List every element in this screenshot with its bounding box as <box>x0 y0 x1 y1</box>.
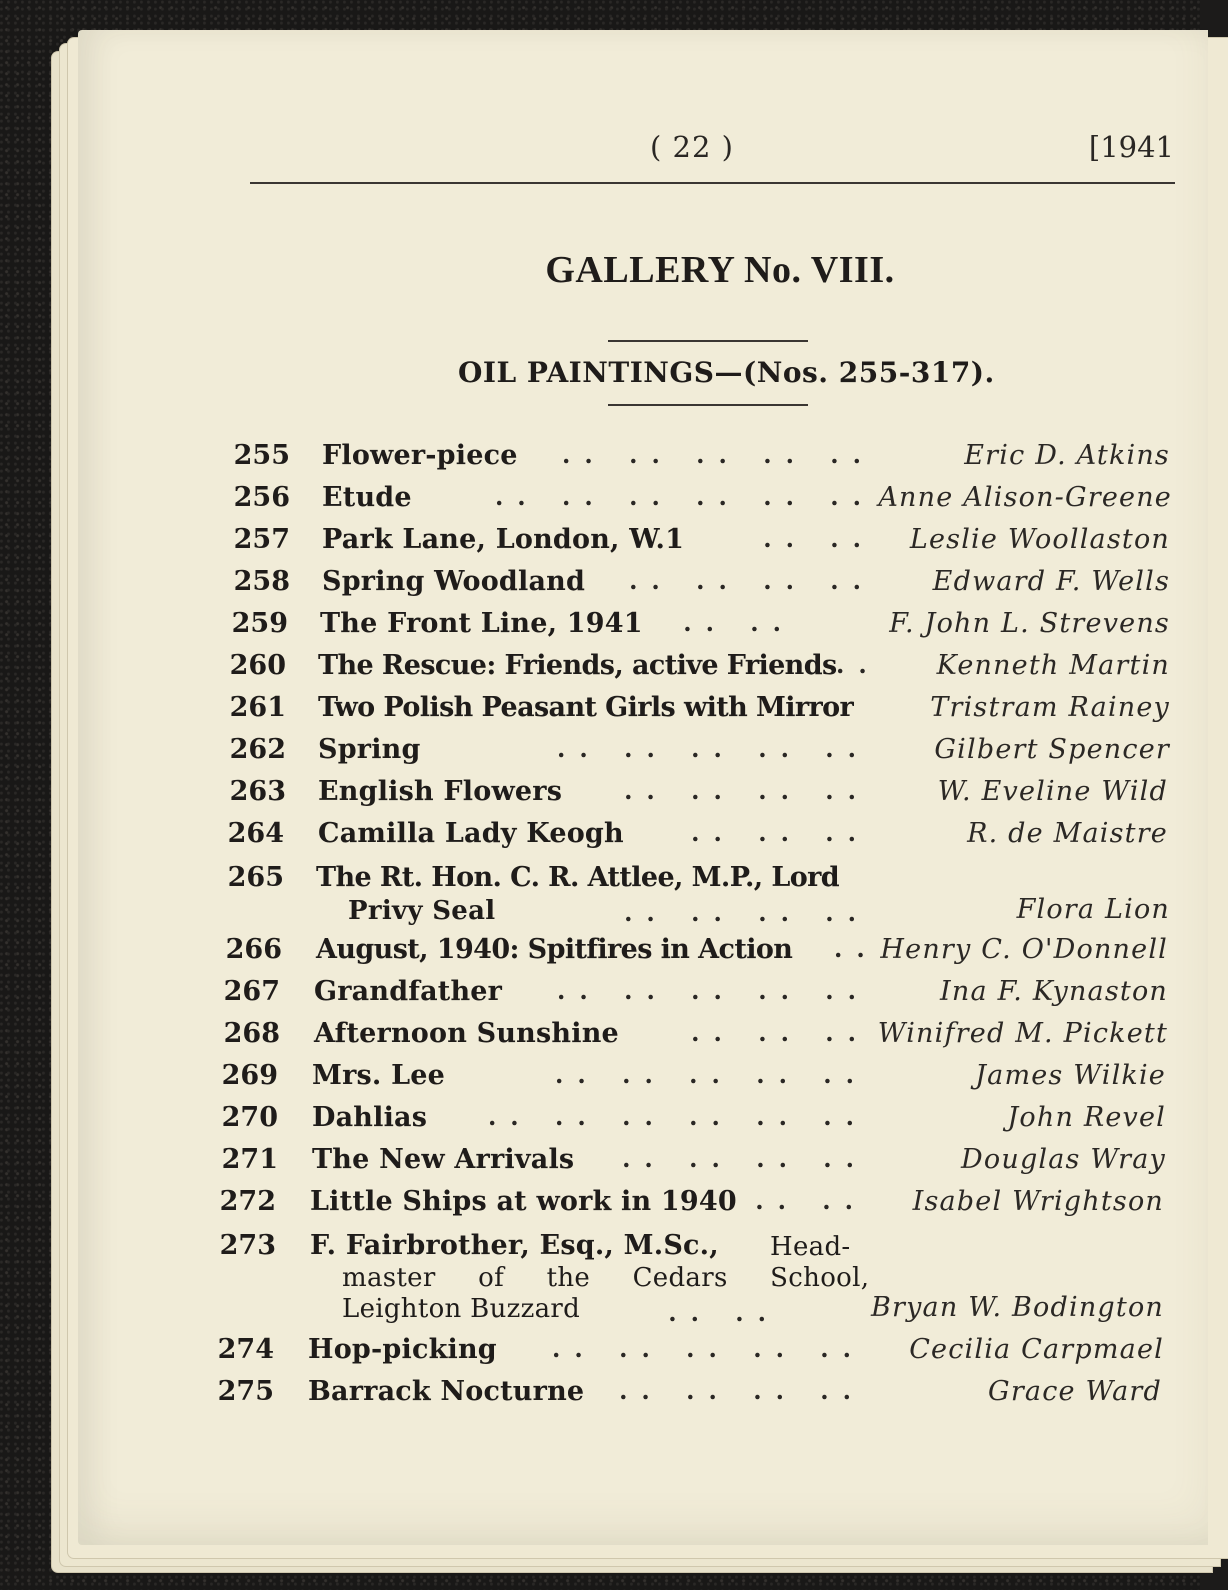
dot-leader: .. .. .. .. .. <box>557 976 870 1005</box>
entry-title: Dahlias <box>312 1102 428 1133</box>
gallery-title: GALLERY No. VIII. <box>545 249 895 291</box>
entry-number: 256 <box>233 482 290 513</box>
entry-number: 262 <box>229 734 286 765</box>
entry-artist: Ina F. Kynaston <box>940 976 1168 1007</box>
dot-leader: .. .. .. .. <box>619 1376 865 1405</box>
entry-number: 275 <box>217 1376 274 1407</box>
entry-artist: Winifred M. Pickett <box>877 1018 1168 1049</box>
dot-leader: .. .. .. .. <box>624 898 870 927</box>
entry-number: 272 <box>219 1186 276 1217</box>
entry-artist: Edward F. Wells <box>932 566 1170 597</box>
dot-leader: .. .. .. .. .. <box>555 1060 868 1089</box>
dot-leader: .. .. .. .. .. <box>562 440 875 469</box>
entry-title: The New Arrivals <box>312 1144 575 1175</box>
list-item <box>0 1230 1200 1330</box>
list-item <box>0 524 1200 566</box>
entry-number: 258 <box>233 566 290 597</box>
list-item <box>0 440 1200 482</box>
entry-title: Grandfather <box>314 976 503 1007</box>
entry-artist: Douglas Wray <box>961 1144 1166 1175</box>
entry-artist: Gilbert Spencer <box>934 734 1170 765</box>
entry-number: 259 <box>231 608 288 639</box>
entry-title: Barrack Nocturne <box>308 1376 585 1407</box>
entry-title: Spring Woodland <box>322 566 586 597</box>
entry-artist: Leslie Woollaston <box>909 524 1170 555</box>
entry-number: 271 <box>221 1144 278 1175</box>
entry-title: Hop-picking <box>308 1334 497 1365</box>
list-item <box>0 482 1200 524</box>
list-item <box>0 976 1200 1018</box>
entry-title: Two Polish Peasant Girls with Mirror <box>318 692 854 723</box>
entry-artist: R. de Maistre <box>967 818 1168 849</box>
entry-title-continued: Privy Seal <box>348 896 496 926</box>
dot-leader: .. .. .. .. .. <box>557 734 870 763</box>
entry-title: Mrs. Lee <box>312 1060 446 1091</box>
entry-artist: Grace Ward <box>988 1376 1162 1407</box>
list-item <box>0 1102 1200 1144</box>
list-item <box>0 1018 1200 1060</box>
entry-title-continued: master of the Cedars School, <box>342 1263 870 1293</box>
list-item <box>0 1144 1200 1186</box>
list-item <box>0 1334 1200 1376</box>
dot-leader: .. .. .. .. .. .. <box>487 1102 868 1131</box>
entry-number: 269 <box>221 1060 278 1091</box>
list-item <box>0 1060 1200 1102</box>
entry-number: 260 <box>229 650 286 681</box>
dot-leader: .. .. .. .. <box>629 566 875 595</box>
list-item <box>0 734 1200 776</box>
list-item <box>0 566 1200 608</box>
entry-title: The Front Line, 1941 <box>320 608 643 639</box>
entry-artist: Cecilia Carpmael <box>909 1334 1164 1365</box>
section-title: OIL PAINTINGS—(Nos. 255-317). <box>458 356 995 389</box>
entry-number: 265 <box>227 862 284 893</box>
list-item <box>0 934 1200 976</box>
dot-leader: .. .. <box>755 1186 867 1215</box>
entry-title-hyphenated: Head- <box>770 1232 851 1262</box>
dot-leader: .. <box>836 650 881 679</box>
list-item <box>0 1186 1200 1228</box>
entry-number: 270 <box>221 1102 278 1133</box>
entry-title: English Flowers <box>318 776 563 807</box>
entry-title: Flower-piece <box>322 440 518 471</box>
entry-number: 266 <box>225 934 282 965</box>
dot-leader: .. .. .. .. .. .. <box>494 482 875 511</box>
entry-artist: Anne Alison-Greene <box>878 482 1172 513</box>
entry-number: 267 <box>223 976 280 1007</box>
entry-title: Afternoon Sunshine <box>314 1018 619 1049</box>
entry-artist: John Revel <box>1007 1102 1166 1133</box>
list-item <box>0 650 1200 692</box>
list-item <box>0 608 1200 650</box>
entry-artist: Flora Lion <box>1016 894 1170 925</box>
entry-artist: Henry C. O'Donnell <box>880 934 1168 965</box>
entry-title: The Rescue: Friends, active Friends <box>318 650 837 681</box>
entry-artist: Isabel Wrightson <box>912 1186 1164 1217</box>
entry-artist: Bryan W. Bodington <box>870 1292 1164 1323</box>
entry-title: Etude <box>322 482 412 513</box>
entry-number: 261 <box>229 692 286 723</box>
entry-number: 263 <box>229 776 286 807</box>
list-item <box>0 776 1200 818</box>
entry-number: 268 <box>223 1018 280 1049</box>
entry-number: 274 <box>217 1334 274 1365</box>
dot-leader: .. <box>834 934 879 963</box>
dot-leader: .. .. <box>668 1298 780 1327</box>
entry-artist: Kenneth Martin <box>936 650 1170 681</box>
page-number: ( 22 ) <box>650 130 734 164</box>
list-item <box>0 692 1200 734</box>
list-item <box>0 862 1200 932</box>
dot-leader: .. .. .. <box>691 1018 870 1047</box>
dot-leader: .. .. <box>763 524 875 553</box>
entry-number: 255 <box>233 440 290 471</box>
entry-number: 264 <box>227 818 284 849</box>
entry-artist: Tristram Rainey <box>930 692 1170 723</box>
dot-leader: .. .. .. <box>691 818 870 847</box>
year-mark: [1941 <box>1088 130 1174 164</box>
entry-title: The Rt. Hon. C. R. Attlee, M.P., Lord <box>316 862 840 893</box>
list-item <box>0 1376 1200 1418</box>
entry-artist: W. Eveline Wild <box>937 776 1168 807</box>
entry-title: Little Ships at work in 1940 <box>310 1186 737 1217</box>
entry-title-continued: Leighton Buzzard <box>342 1294 581 1324</box>
entry-artist: Eric D. Atkins <box>964 440 1170 471</box>
entry-title: F. Fairbrother, Esq., M.Sc., <box>310 1230 719 1261</box>
entry-artist: James Wilkie <box>975 1060 1166 1091</box>
entry-number: 257 <box>233 524 290 555</box>
entry-title: August, 1940: Spitfires in Action <box>316 934 793 965</box>
list-item <box>0 818 1200 860</box>
dot-leader: .. .. <box>683 608 795 637</box>
dot-leader: .. .. .. .. <box>624 776 870 805</box>
dot-leader: .. .. .. .. <box>622 1144 868 1173</box>
entry-title: Spring <box>318 734 421 765</box>
dot-leader: .. .. .. .. .. <box>552 1334 865 1363</box>
entry-number: 273 <box>219 1230 276 1261</box>
entry-artist: F. John L. Strevens <box>889 608 1170 639</box>
entry-title: Park Lane, London, W.1 <box>322 524 685 555</box>
entry-title: Camilla Lady Keogh <box>318 818 624 849</box>
